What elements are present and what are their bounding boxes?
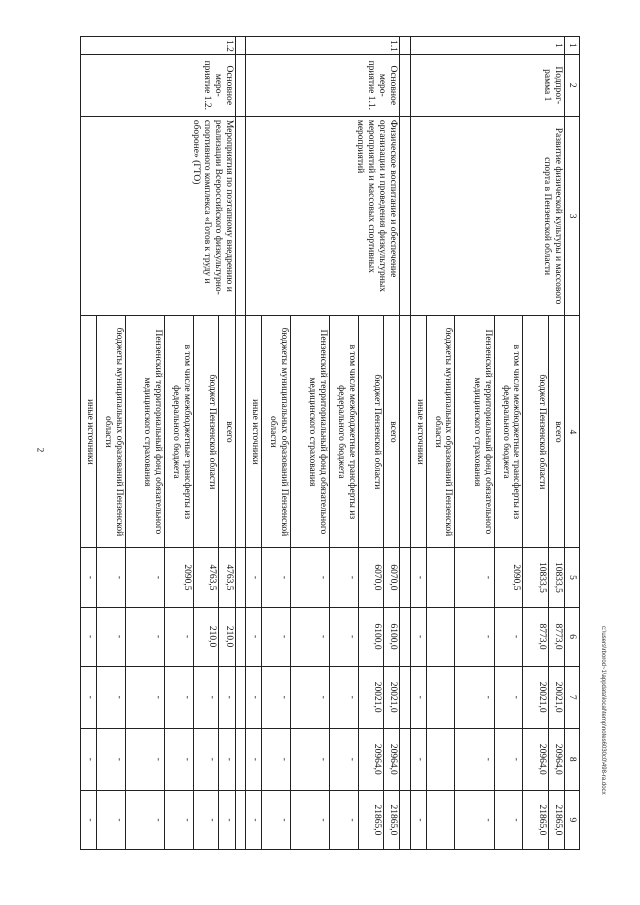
spacer-cell	[235, 116, 245, 316]
value-cell: -	[494, 607, 523, 666]
value-cell	[426, 607, 455, 666]
source-label: Пензенский территориальный фонд обязательного медицинского страхования	[290, 316, 329, 548]
source-label: бюджеты муниципальных образований Пензенской области	[426, 316, 455, 548]
value-cell: 21865,0	[358, 790, 383, 849]
value-cell: -	[245, 666, 261, 728]
value-cell: -	[97, 607, 126, 666]
source-label: бюджет Пензенской области	[194, 316, 219, 548]
value-cell: -	[290, 666, 329, 728]
table-row	[548, 37, 564, 850]
value-cell: -	[330, 548, 359, 607]
spacer-cell	[400, 37, 410, 55]
spacer-cell	[400, 116, 410, 316]
spacer-cell	[400, 54, 410, 116]
spacer-cell	[400, 666, 410, 728]
value-cell: -	[455, 790, 494, 849]
value-cell: -	[494, 790, 523, 849]
spacer-cell	[400, 316, 410, 548]
header-cell: 8	[564, 728, 579, 790]
spacer-cell	[400, 607, 410, 666]
value-cell: 20964,0	[358, 728, 383, 790]
source-label: иные источники	[81, 316, 97, 548]
value-cell: -	[455, 607, 494, 666]
source-label: Пензенский территориальный фонд обязательного медицинского страхования	[125, 316, 164, 548]
source-label: всего	[219, 316, 235, 548]
value-cell: -	[262, 607, 291, 666]
header-cell: 6	[564, 607, 579, 666]
spacer-cell	[235, 666, 245, 728]
value-cell: -	[290, 548, 329, 607]
value-cell: -	[330, 728, 359, 790]
value-cell: -	[330, 790, 359, 849]
source-label: Пензенский территориальный фонд обязательного медицинского страхования	[455, 316, 494, 548]
value-cell: -	[245, 548, 261, 607]
source-label: иные источники	[410, 316, 426, 548]
header-cell: 7	[564, 666, 579, 728]
value-cell: -	[290, 607, 329, 666]
source-label: в том числе межбюджетные трансферты из федерального бюджета	[494, 316, 523, 548]
value-cell: 6100,0	[384, 607, 400, 666]
source-label: всего	[384, 316, 400, 548]
funding-table	[80, 36, 580, 850]
spacer-cell	[400, 790, 410, 849]
value-cell: 6070,0	[384, 548, 400, 607]
value-cell: -	[97, 666, 126, 728]
header-cell: 1	[564, 37, 579, 55]
spacer-cell	[235, 607, 245, 666]
value-cell	[426, 790, 455, 849]
value-cell: 10833,5	[548, 548, 564, 607]
value-cell: -	[81, 790, 97, 849]
table-row	[219, 37, 235, 850]
value-cell: 2090,5	[165, 548, 194, 607]
value-cell: -	[245, 790, 261, 849]
rotated-sheet	[80, 36, 580, 850]
table-row	[384, 37, 400, 850]
value-cell: 20964,0	[384, 728, 400, 790]
block-type: Подпрог-рамма 1	[410, 54, 564, 116]
value-cell: -	[494, 728, 523, 790]
value-cell: -	[165, 790, 194, 849]
header-cell: 5	[564, 548, 579, 607]
block-type: Основное меро-приятие 1.1.	[245, 54, 399, 116]
value-cell: 21865,0	[384, 790, 400, 849]
value-cell: -	[81, 607, 97, 666]
value-cell: 21865,0	[523, 790, 548, 849]
value-cell: -	[194, 666, 219, 728]
block-number: 1.2	[81, 37, 236, 55]
value-cell: 20021,0	[523, 666, 548, 728]
block-name: Физическое воспитание и обеспечение организации и проведения физкультурных мероприятий и массовых спортивных мероприятий	[245, 116, 399, 316]
value-cell: 20021,0	[384, 666, 400, 728]
block-name: Мероприятия по поэтапному внедрению и реализации Всероссийского физкультурно-спортивного комплекса «Готов к труду и обороне» (ГТО)	[81, 116, 236, 316]
value-cell: -	[410, 607, 426, 666]
value-cell: 4763,5	[194, 548, 219, 607]
block-number: 1.1	[245, 37, 399, 55]
value-cell: -	[125, 790, 164, 849]
block-type: Основное меро-приятие 1.2.	[81, 54, 236, 116]
value-cell	[426, 548, 455, 607]
value-cell: 6070,0	[358, 548, 383, 607]
value-cell: 8773,0	[548, 607, 564, 666]
value-cell: -	[125, 607, 164, 666]
header-cell: 9	[564, 790, 579, 849]
value-cell: -	[262, 666, 291, 728]
footer-file-path: c:\users\rborod~1\appdata\local\temp\notes6030c0\498-ra.docx	[600, 626, 606, 795]
value-cell: 2090,5	[494, 548, 523, 607]
source-label: бюджет Пензенской области	[523, 316, 548, 548]
value-cell: 8773,0	[523, 607, 548, 666]
source-label: бюджет Пензенской области	[358, 316, 383, 548]
value-cell: -	[97, 728, 126, 790]
value-cell: -	[262, 728, 291, 790]
value-cell: -	[165, 728, 194, 790]
source-label: в том числе межбюджетные трансферты из федерального бюджета	[330, 316, 359, 548]
value-cell: -	[194, 728, 219, 790]
value-cell: -	[330, 666, 359, 728]
header-cell: 2	[564, 54, 579, 116]
value-cell: -	[290, 790, 329, 849]
value-cell: 20964,0	[523, 728, 548, 790]
value-cell: -	[219, 790, 235, 849]
value-cell: 210,0	[219, 607, 235, 666]
value-cell	[426, 666, 455, 728]
value-cell: -	[455, 548, 494, 607]
spacer-row	[235, 37, 245, 850]
value-cell: 6100,0	[358, 607, 383, 666]
value-cell: 21865,0	[548, 790, 564, 849]
value-cell: -	[219, 666, 235, 728]
spacer-cell	[235, 728, 245, 790]
table-body	[81, 37, 580, 850]
value-cell: -	[219, 728, 235, 790]
spacer-cell	[235, 54, 245, 116]
value-cell: -	[262, 548, 291, 607]
value-cell: -	[165, 607, 194, 666]
spacer-cell	[400, 728, 410, 790]
spacer-cell	[235, 548, 245, 607]
block-name: Развитие физической культуры и массового спорта в Пензенской области	[410, 116, 564, 316]
value-cell: -	[81, 728, 97, 790]
value-cell: -	[330, 607, 359, 666]
value-cell: -	[97, 548, 126, 607]
value-cell: -	[245, 607, 261, 666]
page-number: 2	[35, 447, 46, 453]
source-label: бюджеты муниципальных образований Пензенской области	[262, 316, 291, 548]
value-cell: -	[81, 548, 97, 607]
value-cell: 20021,0	[358, 666, 383, 728]
source-label: иные источники	[245, 316, 261, 548]
spacer-cell	[235, 316, 245, 548]
value-cell: -	[125, 548, 164, 607]
source-label: в том числе межбюджетные трансферты из федерального бюджета	[165, 316, 194, 548]
value-cell	[426, 728, 455, 790]
header-row	[564, 37, 579, 850]
value-cell: -	[165, 666, 194, 728]
value-cell: -	[262, 790, 291, 849]
value-cell: -	[81, 666, 97, 728]
header-cell: 4	[564, 316, 579, 548]
spacer-cell	[235, 790, 245, 849]
value-cell: -	[410, 548, 426, 607]
value-cell: 210,0	[194, 607, 219, 666]
value-cell: -	[455, 666, 494, 728]
spacer-row	[400, 37, 410, 850]
value-cell: 20964,0	[548, 728, 564, 790]
value-cell: 4763,5	[219, 548, 235, 607]
value-cell: -	[97, 790, 126, 849]
spacer-cell	[400, 548, 410, 607]
value-cell: -	[494, 666, 523, 728]
value-cell: -	[455, 728, 494, 790]
header-cell: 3	[564, 116, 579, 316]
value-cell: 10833,5	[523, 548, 548, 607]
source-label: бюджеты муниципальных образований Пензенской области	[97, 316, 126, 548]
spacer-cell	[235, 37, 245, 55]
value-cell: -	[125, 666, 164, 728]
source-label: всего	[548, 316, 564, 548]
value-cell: -	[290, 728, 329, 790]
value-cell: -	[410, 728, 426, 790]
value-cell: -	[410, 666, 426, 728]
value-cell: -	[410, 790, 426, 849]
value-cell: -	[194, 790, 219, 849]
value-cell: -	[245, 728, 261, 790]
value-cell: -	[125, 728, 164, 790]
value-cell: 20021,0	[548, 666, 564, 728]
block-number: 1	[410, 37, 564, 55]
